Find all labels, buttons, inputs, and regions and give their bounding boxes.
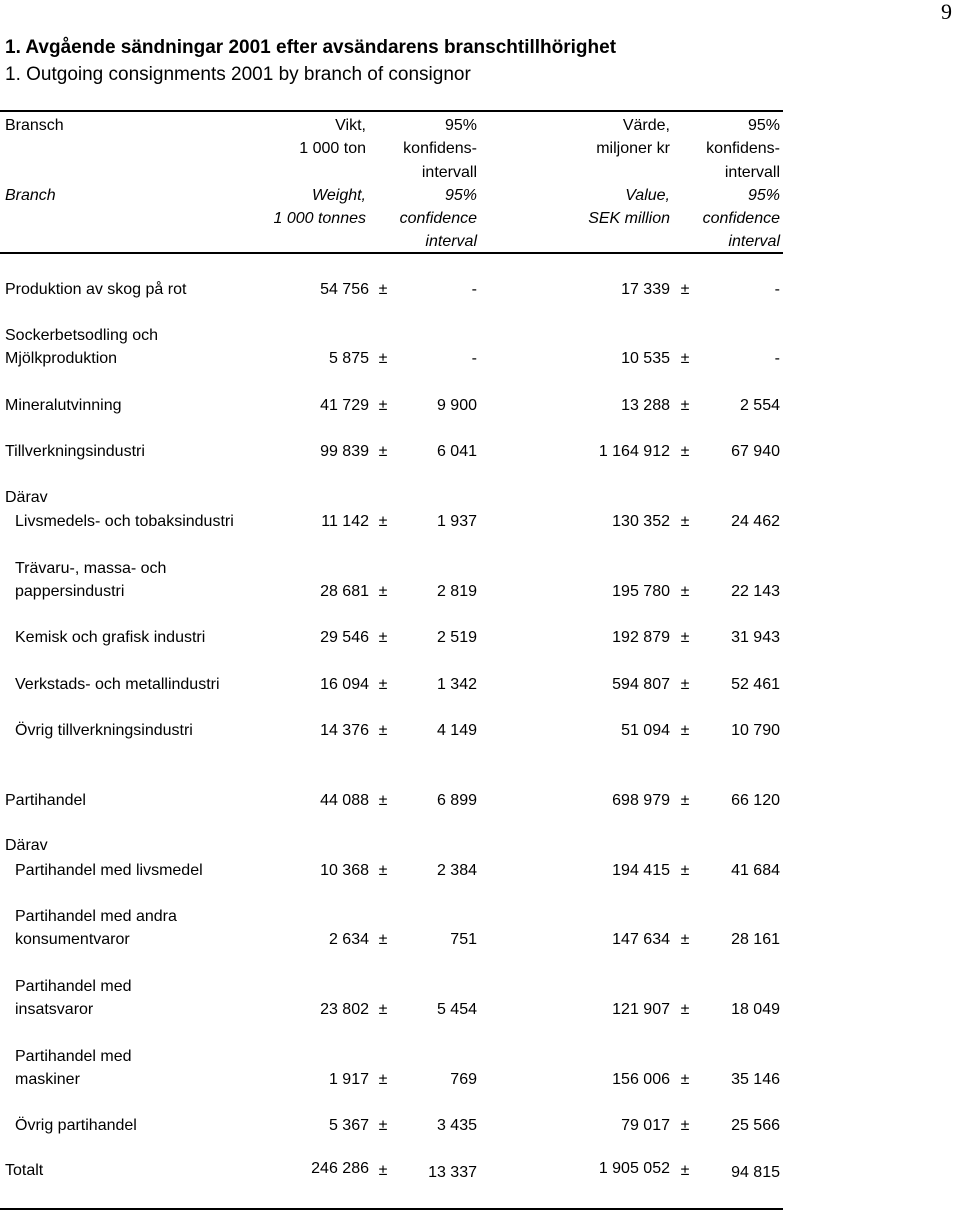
ci-value-cell: 94 815 [731, 1164, 780, 1181]
ci-value-cell: - [774, 350, 780, 367]
plus-minus-symbol: ± [378, 1162, 388, 1179]
plus-minus-symbol: ± [680, 350, 690, 367]
header-ci-value-sv-line2: konfidens- [706, 140, 780, 157]
header-weight-sv-line2: 1 000 ton [299, 140, 366, 157]
plus-minus-symbol: ± [378, 629, 388, 646]
header-ci-weight-en-line1: 95% [444, 187, 477, 204]
plus-minus-symbol: ± [378, 513, 388, 530]
header-ci-value-en-line1: 95% [747, 187, 780, 204]
weight-cell: 16 094 [320, 676, 369, 693]
value-cell: 13 288 [621, 397, 670, 414]
header-bottom-rule [0, 252, 783, 254]
weight-cell: 246 286 [311, 1160, 369, 1177]
row-label: Verkstads- och metallindustri [15, 676, 220, 693]
row-label: Partihandel med [15, 1048, 132, 1065]
plus-minus-symbol: ± [680, 931, 690, 948]
weight-cell: 2 634 [328, 931, 369, 948]
row-label: Partihandel med livsmedel [15, 862, 203, 879]
value-cell: 1 905 052 [598, 1160, 670, 1177]
value-cell: 79 017 [621, 1117, 670, 1134]
ci-value-cell: 25 566 [731, 1117, 780, 1134]
header-branch-sv: Bransch [5, 117, 64, 134]
weight-cell: 99 839 [320, 443, 369, 460]
section-label-darav: Därav [5, 837, 48, 854]
row-label: Mjölkproduktion [5, 350, 118, 367]
section-label-darav: Därav [5, 489, 48, 506]
ci-value-cell: 28 161 [731, 931, 780, 948]
table-title-english: 1. Outgoing consignments 2001 by branch of consignor [5, 64, 471, 85]
plus-minus-symbol: ± [378, 792, 388, 809]
row-label: Övrig tillverkningsindustri [15, 722, 193, 739]
value-cell: 17 339 [621, 281, 670, 298]
row-label: pappersindustri [15, 583, 125, 600]
table-title-swedish: 1. Avgående sändningar 2001 efter avsändarens branschtillhörighet [5, 37, 617, 58]
ci-value-cell: 2 554 [739, 397, 780, 414]
value-cell: 130 352 [612, 513, 670, 530]
row-label: Tillverkningsindustri [5, 443, 145, 460]
plus-minus-symbol: ± [680, 1001, 690, 1018]
ci-weight-cell: 751 [450, 931, 477, 948]
weight-cell: 23 802 [320, 1001, 369, 1018]
header-ci-weight-en-line3: interval [425, 233, 477, 250]
weight-cell: 28 681 [320, 583, 369, 600]
value-cell: 194 415 [612, 862, 670, 879]
ci-weight-cell: 4 149 [436, 722, 477, 739]
plus-minus-symbol: ± [378, 350, 388, 367]
plus-minus-symbol: ± [680, 513, 690, 530]
ci-value-cell: 67 940 [731, 443, 780, 460]
weight-cell: 1 917 [328, 1071, 369, 1088]
ci-value-cell: 52 461 [731, 676, 780, 693]
plus-minus-symbol: ± [680, 281, 690, 298]
header-value-sv-line2: miljoner kr [596, 140, 670, 157]
row-label: Sockerbetsodling och [5, 327, 158, 344]
header-ci-value-en-line3: interval [728, 233, 780, 250]
weight-cell: 54 756 [320, 281, 369, 298]
plus-minus-symbol: ± [680, 583, 690, 600]
header-ci-weight-sv-line2: konfidens- [403, 140, 477, 157]
row-label: maskiner [15, 1071, 80, 1088]
ci-weight-cell: 5 454 [436, 1001, 477, 1018]
ci-value-cell: 31 943 [731, 629, 780, 646]
row-label: Kemisk och grafisk industri [15, 629, 206, 646]
ci-weight-cell: 9 900 [436, 397, 477, 414]
ci-weight-cell: 6 041 [436, 443, 477, 460]
plus-minus-symbol: ± [680, 792, 690, 809]
plus-minus-symbol: ± [680, 1162, 690, 1179]
value-cell: 698 979 [612, 792, 670, 809]
row-label: Mineralutvinning [5, 397, 122, 414]
header-ci-weight-sv-line3: intervall [421, 164, 477, 181]
header-ci-value-en-line2: confidence [702, 210, 780, 227]
ci-value-cell: 41 684 [731, 862, 780, 879]
value-cell: 1 164 912 [598, 443, 670, 460]
ci-weight-cell: 3 435 [436, 1117, 477, 1134]
plus-minus-symbol: ± [378, 443, 388, 460]
plus-minus-symbol: ± [378, 862, 388, 879]
plus-minus-symbol: ± [378, 583, 388, 600]
plus-minus-symbol: ± [680, 629, 690, 646]
value-cell: 156 006 [612, 1071, 670, 1088]
row-label: Partihandel med andra [15, 908, 177, 925]
ci-weight-cell: 2 819 [436, 583, 477, 600]
ci-value-cell: 22 143 [731, 583, 780, 600]
ci-weight-cell: 2 519 [436, 629, 477, 646]
ci-value-cell: 66 120 [731, 792, 780, 809]
value-cell: 121 907 [612, 1001, 670, 1018]
plus-minus-symbol: ± [378, 281, 388, 298]
weight-cell: 10 368 [320, 862, 369, 879]
header-weight-en-line2: 1 000 tonnes [273, 210, 366, 227]
weight-cell: 29 546 [320, 629, 369, 646]
header-ci-value-sv-line3: intervall [724, 164, 780, 181]
ci-weight-cell: - [471, 281, 477, 298]
header-value-en-line1: Value, [625, 187, 670, 204]
table-bottom-rule [0, 1208, 783, 1210]
header-ci-weight-sv-line1: 95% [444, 117, 477, 134]
header-ci-value-sv-line1: 95% [747, 117, 780, 134]
plus-minus-symbol: ± [378, 676, 388, 693]
value-cell: 195 780 [612, 583, 670, 600]
plus-minus-symbol: ± [378, 1071, 388, 1088]
ci-weight-cell: 1 342 [436, 676, 477, 693]
weight-cell: 11 142 [321, 513, 369, 530]
ci-weight-cell: 769 [450, 1071, 477, 1088]
value-cell: 10 535 [621, 350, 670, 367]
ci-value-cell: 10 790 [731, 722, 780, 739]
row-label: Produktion av skog på rot [5, 281, 187, 298]
row-label: Övrig partihandel [15, 1117, 137, 1134]
weight-cell: 5 367 [328, 1117, 369, 1134]
header-weight-en-line1: Weight, [312, 187, 366, 204]
row-label: Partihandel med [15, 978, 132, 995]
weight-cell: 44 088 [320, 792, 369, 809]
value-cell: 51 094 [621, 722, 670, 739]
ci-value-cell: - [774, 281, 780, 298]
ci-value-cell: 24 462 [731, 513, 780, 530]
ci-value-cell: 18 049 [731, 1001, 780, 1018]
plus-minus-symbol: ± [378, 931, 388, 948]
ci-weight-cell: 1 937 [436, 513, 477, 530]
plus-minus-symbol: ± [378, 397, 388, 414]
plus-minus-symbol: ± [680, 862, 690, 879]
plus-minus-symbol: ± [680, 722, 690, 739]
header-value-en-line2: SEK million [588, 210, 670, 227]
plus-minus-symbol: ± [378, 1001, 388, 1018]
weight-cell: 41 729 [320, 397, 369, 414]
plus-minus-symbol: ± [680, 1117, 690, 1134]
header-weight-sv-line1: Vikt, [335, 117, 366, 134]
ci-weight-cell: - [471, 350, 477, 367]
row-label: Livsmedels- och tobaksindustri [15, 513, 234, 530]
value-cell: 192 879 [612, 629, 670, 646]
plus-minus-symbol: ± [378, 722, 388, 739]
table-top-rule [0, 110, 783, 112]
header-branch-en: Branch [5, 187, 56, 204]
ci-weight-cell: 2 384 [436, 862, 477, 879]
weight-cell: 5 875 [328, 350, 369, 367]
ci-weight-cell: 13 337 [428, 1164, 477, 1181]
ci-weight-cell: 6 899 [436, 792, 477, 809]
value-cell: 594 807 [612, 676, 670, 693]
plus-minus-symbol: ± [680, 676, 690, 693]
plus-minus-symbol: ± [680, 1071, 690, 1088]
header-value-sv-line1: Värde, [622, 117, 670, 134]
value-cell: 147 634 [612, 931, 670, 948]
row-label: insatsvaror [15, 1001, 94, 1018]
page-number: 9 [941, 0, 952, 24]
plus-minus-symbol: ± [680, 443, 690, 460]
row-label: Trävaru-, massa- och [15, 560, 167, 577]
ci-value-cell: 35 146 [731, 1071, 780, 1088]
weight-cell: 14 376 [320, 722, 369, 739]
row-label: konsumentvaror [15, 931, 130, 948]
row-label: Partihandel [5, 792, 86, 809]
row-label: Totalt [5, 1162, 44, 1179]
plus-minus-symbol: ± [378, 1117, 388, 1134]
header-ci-weight-en-line2: confidence [399, 210, 477, 227]
plus-minus-symbol: ± [680, 397, 690, 414]
